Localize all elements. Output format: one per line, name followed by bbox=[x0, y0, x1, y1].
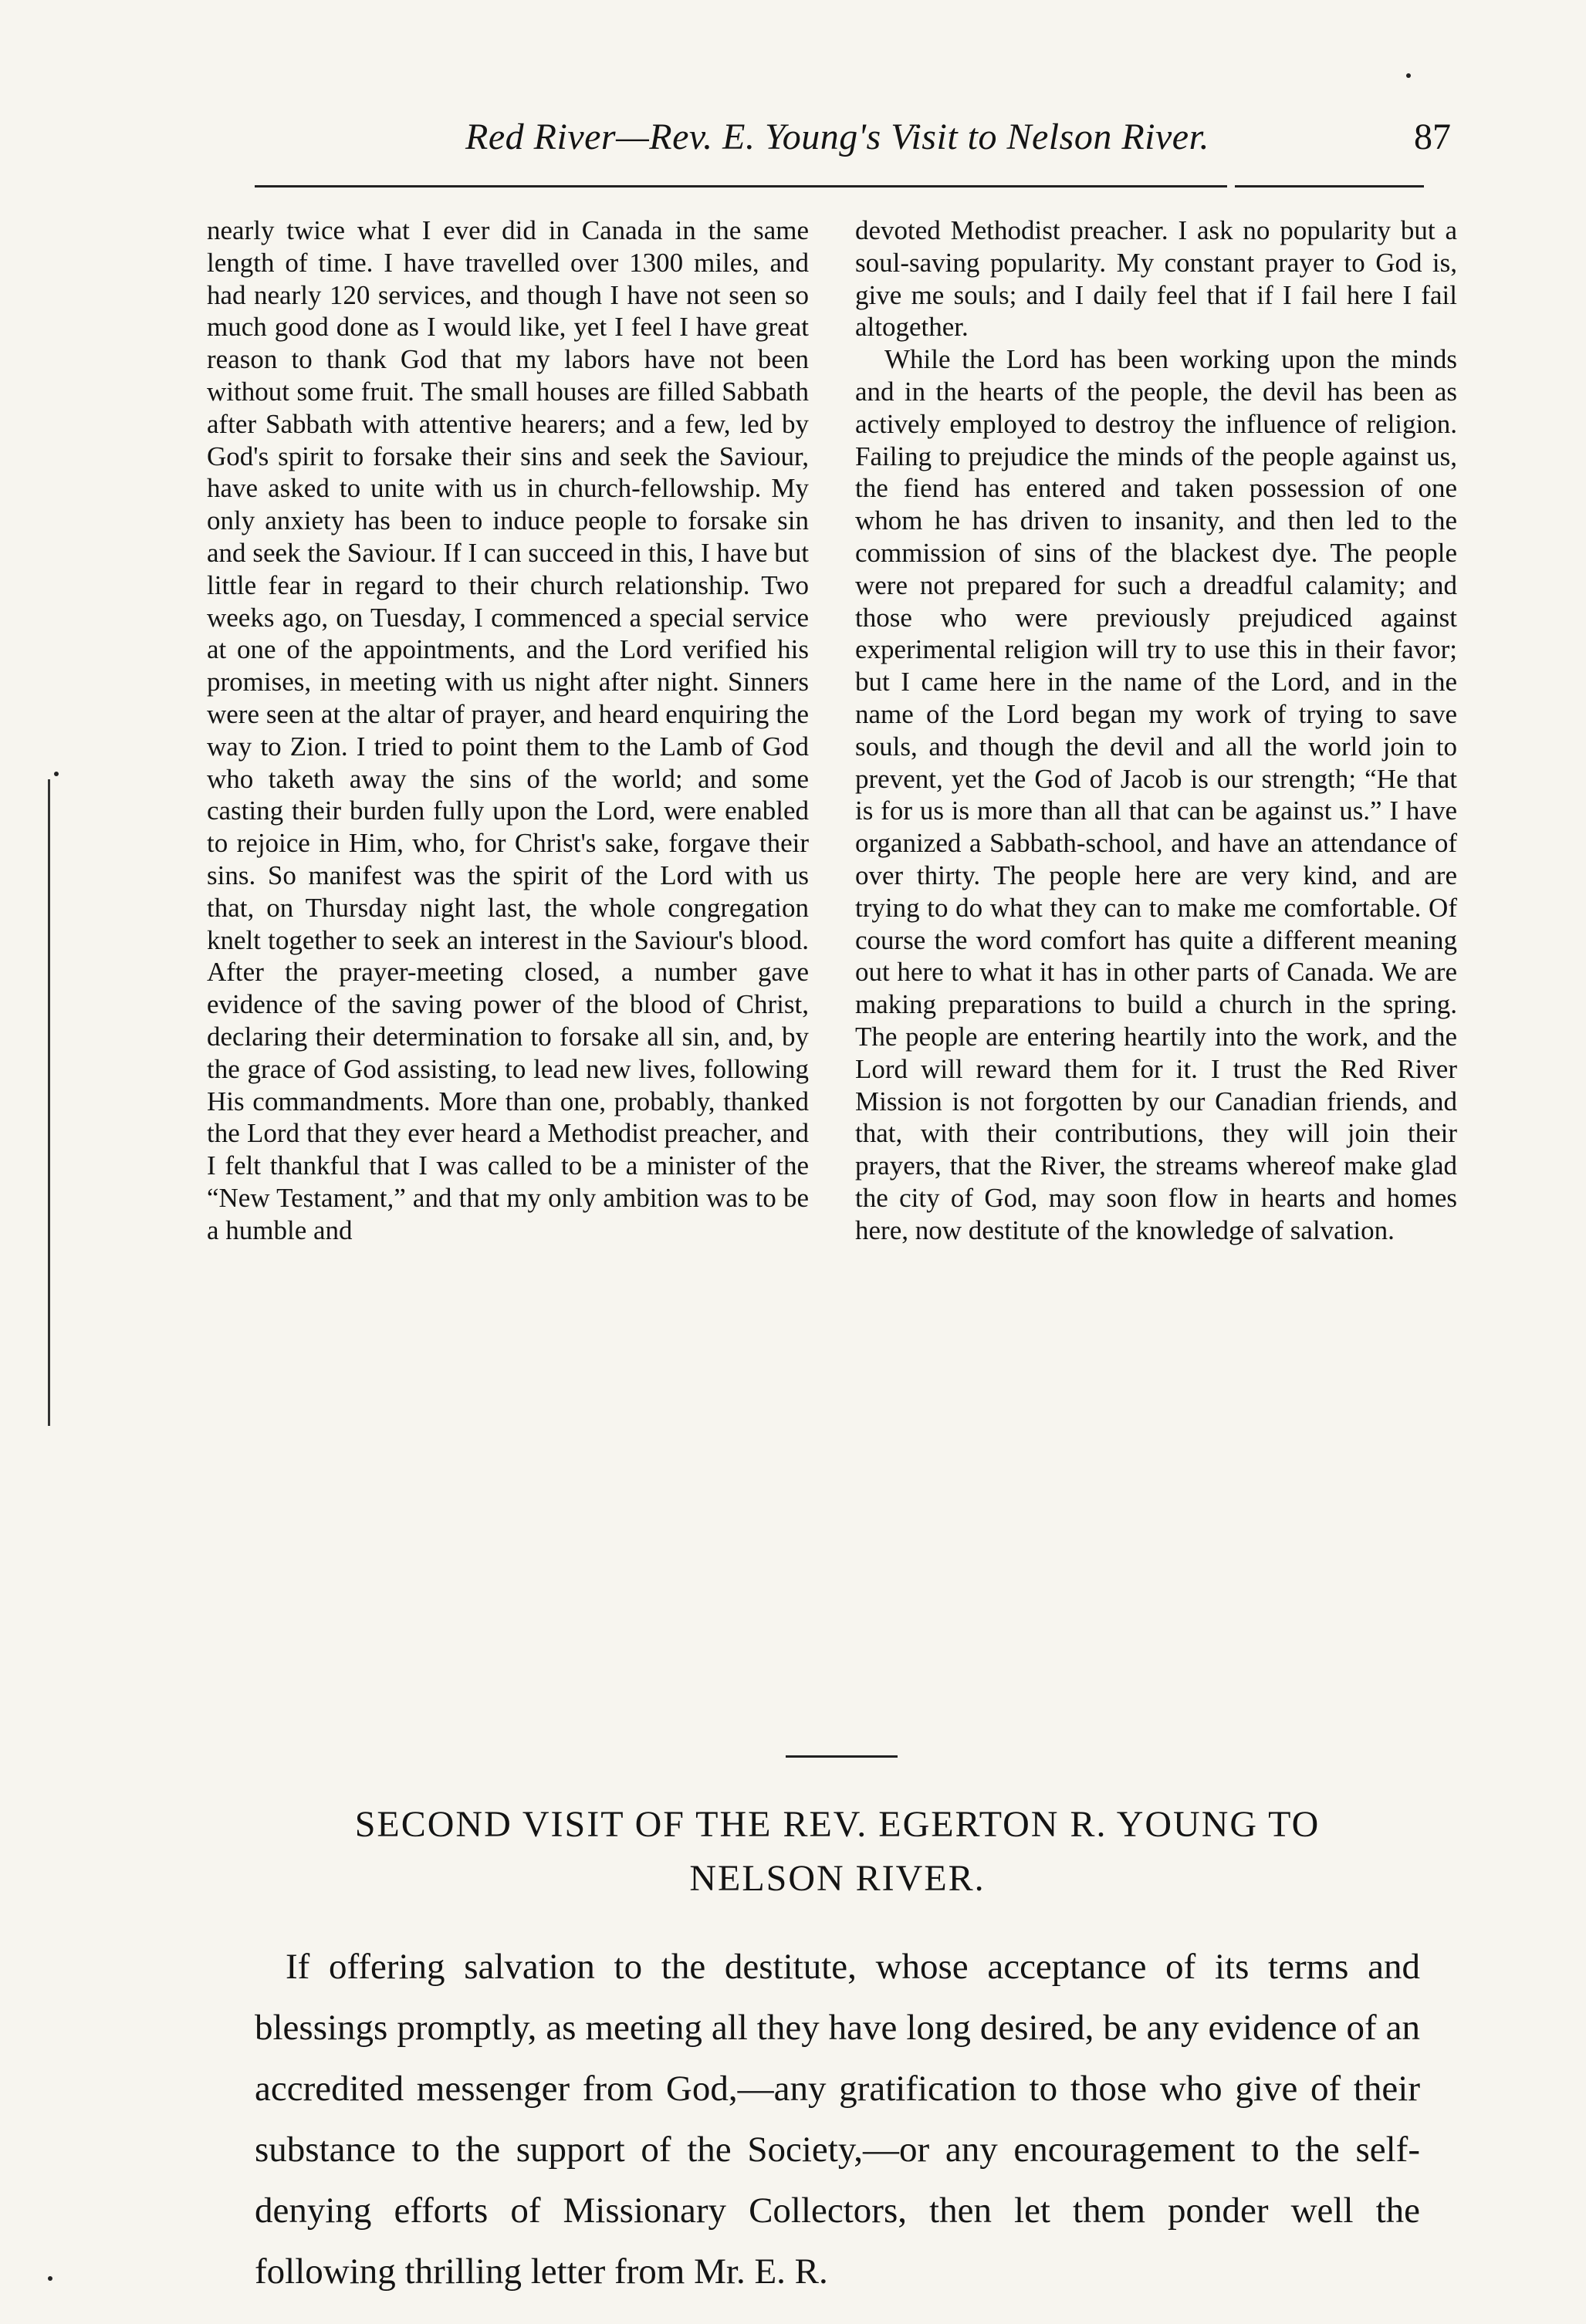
paragraph: devoted Methodist preacher. I ask no popularity but a soul-saving popularity. My constant prayer to God is, give me souls; and I daily feel that if I fail here I fail altogether. bbox=[855, 215, 1457, 343]
ink-speck bbox=[54, 772, 59, 776]
ink-speck bbox=[1406, 73, 1411, 78]
section-title-line: SECOND VISIT OF THE REV. EGERTON R. YOUNG TO bbox=[354, 1804, 1321, 1845]
ink-speck bbox=[48, 2276, 52, 2281]
margin-mark bbox=[48, 779, 50, 1426]
page-number: 87 bbox=[1414, 117, 1451, 157]
header-rule bbox=[255, 185, 1227, 187]
running-head: Red River—Rev. E. Young's Visit to Nelson River. bbox=[465, 117, 1209, 157]
paragraph: While the Lord has been working upon the minds and in the hearts of the people, the devil has been as actively employed to destroy the influence of religion. Failing to prejudice the minds of the people against us, the fiend has entered and taken possession of one whom he has driven to insanity, and then led to the commission of sins of the blackest dye. The people were not prepared for such a dreadful calamity; and those who were previously prejudiced against experimental religion will try to use this in their favor; but I came here in the name of the Lord, and in the name of the Lord began my work of trying to save souls, and though the devil and all the world join to prevent, yet the God of Jacob is our strength; “He that is for us is more than all that can be against us.” I have organized a Sabbath-school, and have an attendance of over thirty. The people here are very kind, and are trying to do what they can to make me comfortable. Of course the word comfort has quite a different meaning out here to what it has in other parts of Canada. We are making preparations to build a church in the spring. The people are entering heartily into the work, and the Lord will reward them for it. I trust the Red River Mission is not forgotten by our Canadian friends, and that, with their contributions, they will join their prayers, that the River, the streams whereof make glad the city of God, may soon flow in hearts and homes here, now destitute of the knowledge of salvation. bbox=[855, 344, 1457, 1245]
paragraph: nearly twice what I ever did in Canada in the same length of time. I have travelled over 1300 miles, and had nearly 120 services, and though I have not seen so much good done as I would like, yet I feel I have great reason to thank God that my labors have not been without some fruit. The small houses are filled Sabbath after Sabbath with attentive hearers; and a few, led by God's spirit to forsake their sins and seek the Saviour, have asked to unite with us in church-fellowship. My only anxiety has been to induce people to forsake sin and seek the Saviour. If I can succeed in this, I have but little fear in regard to their church relationship. Two weeks ago, on Tuesday, I commenced a special service at one of the appointments, and the Lord verified his promises, in meeting with us night after night. Sinners were seen at the altar of prayer, and heard enquiring the way to Zion. I tried to point them to the Lamb of God who taketh away the sins of the world; and some casting their burden fully upon the Lord, were enabled to rejoice in Him, who, for Christ's sake, forgave their sins. So manifest was the spirit of the Lord with us that, on Thursday night last, the whole congregation knelt together to seek an interest in the Saviour's blood. After the prayer-meeting closed, a number gave evidence of the saving power of the blood of Christ, declaring their determination to forsake all sin, and, by the grace of God assisting, to lead new lives, following His commandments. More than one, probably, thanked the Lord that they ever heard a Methodist preacher, and I felt thankful that I was called to be a minister of the “New Testament,” and that my only ambition was to be a humble and bbox=[207, 215, 809, 1245]
section-divider bbox=[786, 1755, 898, 1758]
section-title-line: NELSON RIVER. bbox=[689, 1858, 986, 1899]
right-column bbox=[855, 214, 1457, 1247]
left-column bbox=[207, 214, 809, 1247]
section-title bbox=[255, 1798, 1420, 1906]
section-body: If offering salvation to the destitute, whose acceptance of its terms and blessings promptly, as meeting all they have long desired, be any evidence of an accredited messenger from God,—any gratification to those who give of their substance to the support of the Society,—or any encouragement to the self-denying efforts of Missionary Collectors, then let them ponder well the following thrilling letter from Mr. E. R. bbox=[255, 1947, 1420, 2292]
header-rule-right bbox=[1235, 185, 1424, 187]
